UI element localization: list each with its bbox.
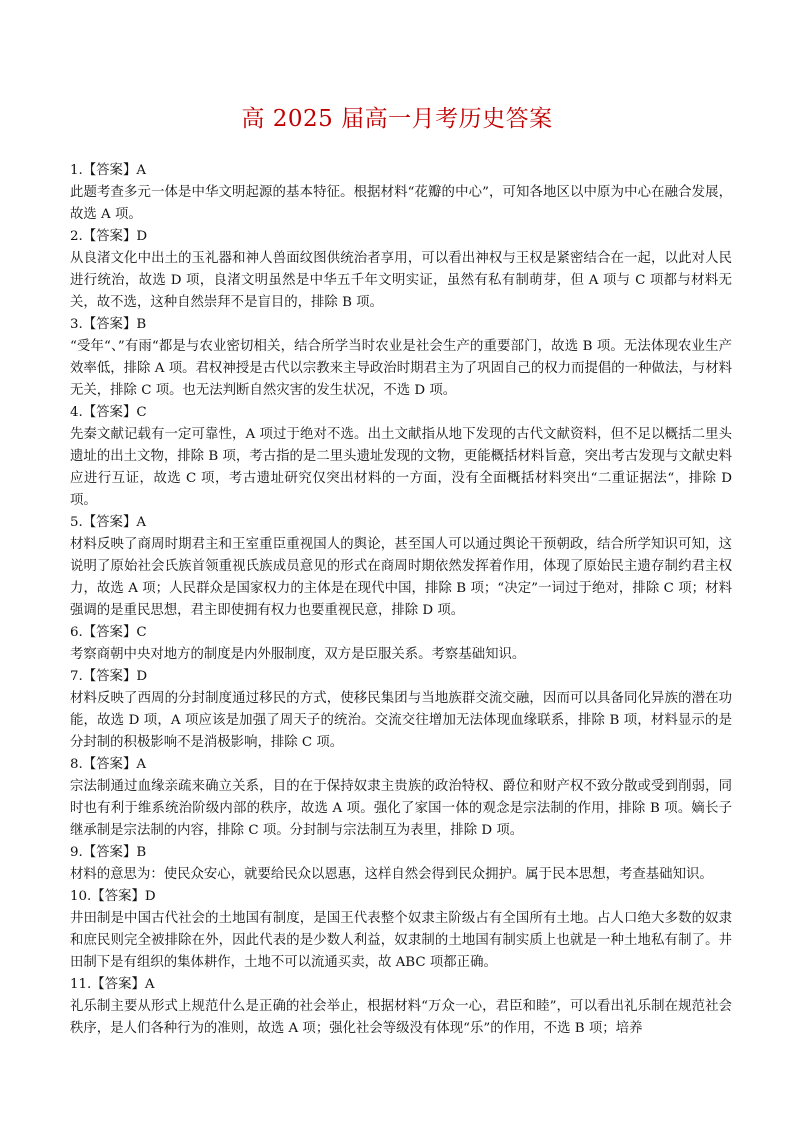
answer-item bbox=[70, 160, 732, 226]
answer-key: 9.【答案】B bbox=[70, 845, 147, 860]
answer-key: 10.【答案】D bbox=[70, 889, 156, 904]
answer-explanation: 礼乐制主要从形式上规范什么是正确的社会举止，根据材料“万众一心，君臣和睦”，可以看出礼乐制在规范社会秩序，是人们各种行为的准则，故选 A 项；强化社会等级没有体现“乐”的作用，不选 B 项；培养 bbox=[70, 999, 732, 1036]
answer-key: 5.【答案】A bbox=[70, 515, 147, 530]
answer-item bbox=[70, 666, 732, 754]
answer-key: 4.【答案】C bbox=[70, 405, 147, 420]
answer-item bbox=[70, 886, 732, 974]
answer-explanation: 宗法制通过血缘亲疏来确立关系，目的在于保持奴隶主贵族的政治特权、爵位和财产权不致分散或受到削弱，同时也有利于维系统治阶级内部的秩序，故选 A 项。强化了家国一体的观念是宗法制的作用，排除 B 项。嫡长子继承制是宗法制的内容，排除 C 项。分封制与宗法制互为表里，排除 D 项。 bbox=[70, 779, 732, 838]
answer-explanation: 材料的意思为：使民众安心，就要给民众以恩惠，这样自然会得到民众拥护。属于民本思想，考查基础知识。 bbox=[70, 867, 713, 882]
answer-item bbox=[70, 226, 732, 314]
answer-explanation: 从良渚文化中出土的玉礼器和神人兽面纹图供统治者享用，可以看出神权与王权是紧密结合在一起，以此对人民进行统治，故选 D 项，良渚文明虽然是中华五千年文明实证，虽然有私有制萌芽，但 A 项与 C 项都与材料无关，故不选，这种自然崇拜不是盲目的，排除 B 项。 bbox=[70, 251, 732, 310]
answer-key: 11.【答案】A bbox=[70, 977, 155, 992]
answer-key: 1.【答案】A bbox=[70, 163, 147, 178]
answer-explanation: 此题考查多元一体是中华文明起源的基本特征。根据材料“花瓣的中心”，可知各地区以中原为中心在融合发展，故选 A 项。 bbox=[70, 185, 732, 222]
document-title: 高 2025 届高一月考历史答案 bbox=[241, 106, 553, 132]
answer-key: 2.【答案】D bbox=[70, 229, 148, 244]
answer-explanation: 材料反映了商周时期君主和王室重臣重视国人的舆论，甚至国人可以通过舆论干预朝政，结合所学知识可知，这说明了原始社会氏族首领重视氏族成员意见的形式在商周时期依然发挥着作用，体现了原始民主遗存制约君主权力，故选 A 项；人民群众是国家权力的主体是在现代中国，排除 B 项；“决定”一词过于绝对，排除 C 项；材料强调的是重民思想，君主即使拥有权力也要重视民意，排除 D 项。 bbox=[70, 537, 732, 618]
answer-explanation: “受年“、”有雨“都是与农业密切相关，结合所学当时农业是社会生产的重要部门，故选 B 项。无法体现农业生产效率低，排除 A 项。君权神授是古代以宗教来主导政治时期君主为了巩固自己的权力而提倡的一种做法，与材料无关，排除 C 项。也无法判断自然灾害的发生状况，不选 D 项。 bbox=[70, 339, 732, 398]
answer-item bbox=[70, 512, 732, 622]
answer-key: 6.【答案】C bbox=[70, 625, 147, 640]
answer-explanation: 先秦文献记载有一定可靠性，A 项过于绝对不选。出土文献指从地下发现的古代文献资料，但不足以概括二里头遗址的出土文物，排除 B 项，考古指的是二里头遗址发现的文物，更能概括材料旨意，突出考古发现与文献史料应进行互证，故选 C 项，考古遗址研究仅突出材料的一方面，没有全面概括材料突出“二重证据法“，排除 D 项。 bbox=[70, 427, 732, 508]
answer-explanation: 材料反映了西周的分封制度通过移民的方式，使移民集团与当地族群交流交融，因而可以具备同化异族的潜在功能，故选 D 项，A 项应该是加强了周天子的统治。交流交往增加无法体现血缘联系，排除 B 项，材料显示的是分封制的积极影响不是消极影响，排除 C 项。 bbox=[70, 691, 732, 750]
answer-explanation: 考察商朝中央对地方的制度是内外服制度，双方是臣服关系。考察基础知识。 bbox=[70, 647, 526, 662]
answer-item bbox=[70, 974, 732, 1040]
answer-key: 3.【答案】B bbox=[70, 317, 147, 332]
answer-item bbox=[70, 754, 732, 842]
answer-item bbox=[70, 842, 732, 886]
answer-key: 8.【答案】A bbox=[70, 757, 147, 772]
answer-item bbox=[70, 402, 732, 512]
answer-item bbox=[70, 622, 732, 666]
answer-list bbox=[70, 160, 732, 1040]
answer-key: 7.【答案】D bbox=[70, 669, 148, 684]
answer-item bbox=[70, 314, 732, 402]
answer-explanation: 井田制是中国古代社会的土地国有制度，是国王代表整个奴隶主阶级占有全国所有土地。占人口绝大多数的奴隶和庶民则完全被排除在外，因此代表的是少数人利益，奴隶制的土地国有制实质上也就是一种土地私有制了。井田制下是有组织的集体耕作，土地不可以流通买卖，故 ABC 项都正确。 bbox=[70, 911, 732, 970]
